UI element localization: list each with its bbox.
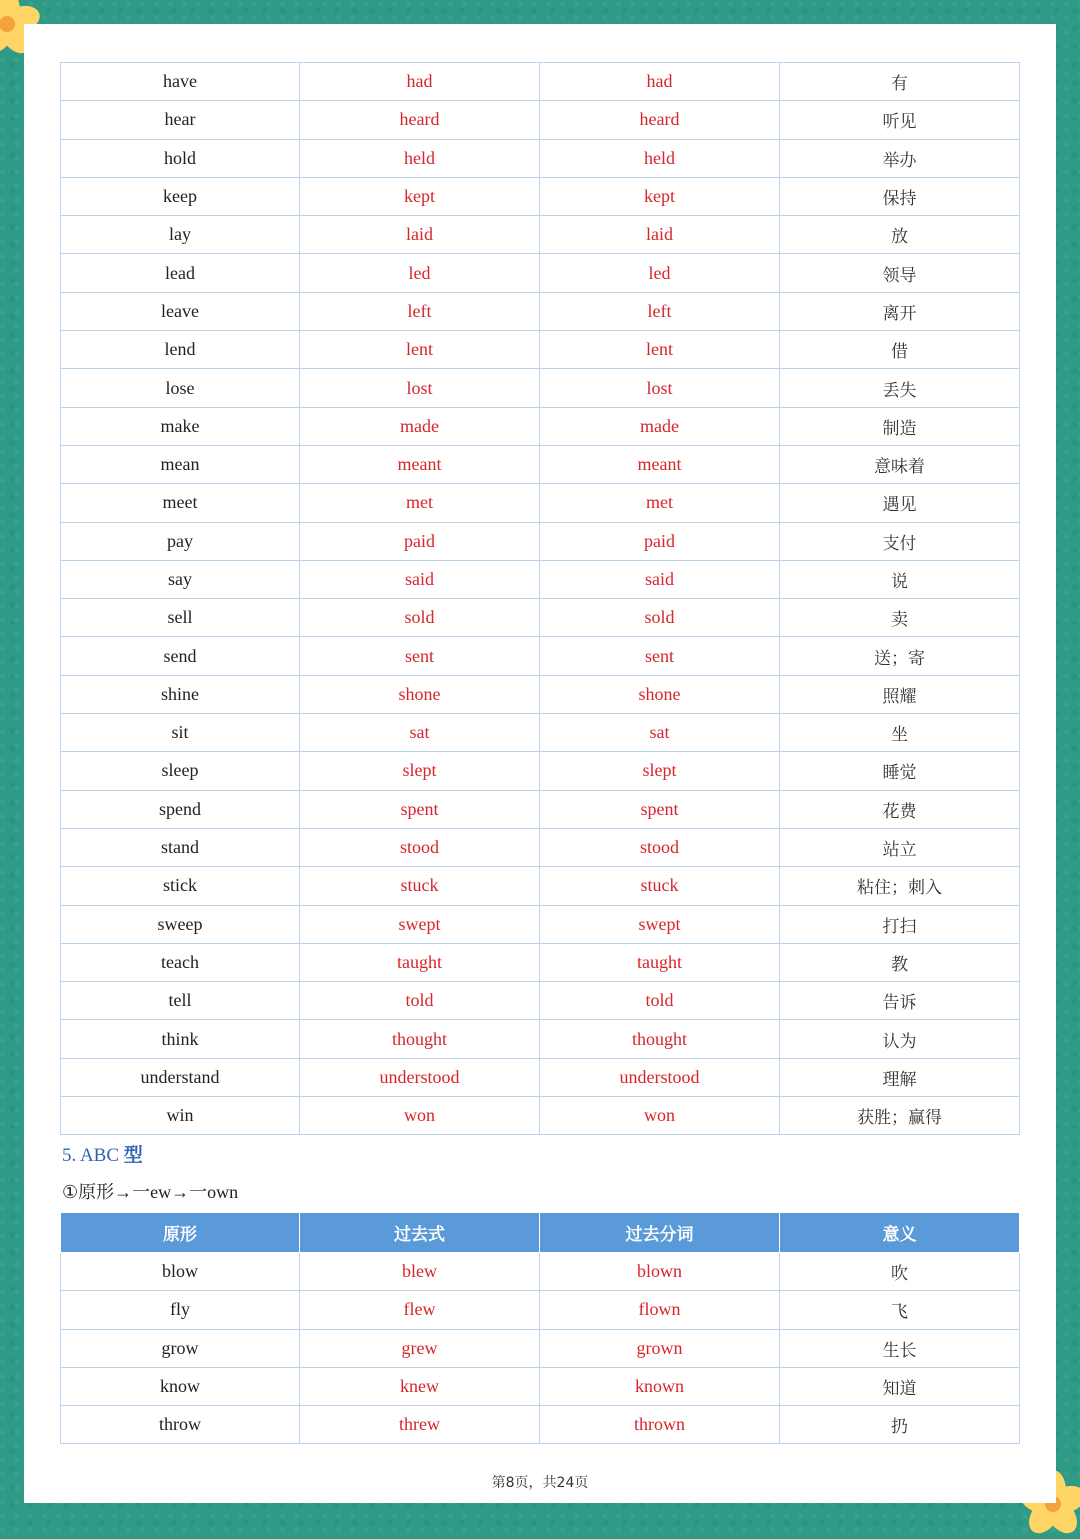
header-past-tense: 过去式	[300, 1213, 540, 1253]
table-row	[61, 445, 1020, 483]
meaning-cell: 知道	[780, 1367, 1020, 1405]
table-row	[61, 943, 1020, 981]
base-form-cell: meet	[61, 484, 300, 522]
table-row	[61, 637, 1020, 675]
base-form-cell: fly	[61, 1291, 300, 1329]
meaning-cell: 告诉	[780, 982, 1020, 1020]
past-participle-cell: stood	[540, 828, 780, 866]
past-tense-cell: paid	[300, 522, 540, 560]
base-form-cell: mean	[61, 445, 300, 483]
past-participle-cell: told	[540, 982, 780, 1020]
meaning-cell: 打扫	[780, 905, 1020, 943]
base-form-cell: keep	[61, 177, 300, 215]
table-row	[61, 867, 1020, 905]
base-form-cell: understand	[61, 1058, 300, 1096]
meaning-cell: 理解	[780, 1058, 1020, 1096]
meaning-cell: 离开	[780, 292, 1020, 330]
past-participle-cell: understood	[540, 1058, 780, 1096]
meaning-cell: 听见	[780, 101, 1020, 139]
past-participle-cell: shone	[540, 675, 780, 713]
base-form-cell: shine	[61, 675, 300, 713]
section-heading: 5. ABC 型	[62, 1144, 143, 1166]
past-tense-cell: lent	[300, 331, 540, 369]
table-row	[61, 1058, 1020, 1096]
past-tense-cell: swept	[300, 905, 540, 943]
table-row	[61, 177, 1020, 215]
base-form-cell: sweep	[61, 905, 300, 943]
meaning-cell: 教	[780, 943, 1020, 981]
past-participle-cell: thought	[540, 1020, 780, 1058]
meaning-cell: 丢失	[780, 369, 1020, 407]
past-participle-cell: won	[540, 1097, 780, 1135]
past-tense-cell: sold	[300, 599, 540, 637]
past-tense-cell: sat	[300, 714, 540, 752]
meaning-cell: 飞	[780, 1291, 1020, 1329]
past-tense-cell: heard	[300, 101, 540, 139]
table-row	[61, 1329, 1020, 1367]
subsection-heading: ①原形→一ew→一own	[62, 1182, 239, 1203]
past-tense-cell: spent	[300, 790, 540, 828]
meaning-cell: 有	[780, 63, 1020, 101]
page-footer: 第8页，共24页	[491, 1475, 589, 1491]
table-row	[61, 790, 1020, 828]
base-form-cell: lead	[61, 254, 300, 292]
table-row	[61, 254, 1020, 292]
irregular-verbs-table-abb	[60, 62, 1020, 1135]
past-participle-cell: blown	[540, 1253, 780, 1291]
past-participle-cell: led	[540, 254, 780, 292]
table-row	[61, 216, 1020, 254]
past-tense-cell: taught	[300, 943, 540, 981]
base-form-cell: sell	[61, 599, 300, 637]
meaning-cell: 意味着	[780, 445, 1020, 483]
past-tense-cell: kept	[300, 177, 540, 215]
table-row	[61, 1097, 1020, 1135]
base-form-cell: sit	[61, 714, 300, 752]
base-form-cell: make	[61, 407, 300, 445]
past-tense-cell: shone	[300, 675, 540, 713]
table-row	[61, 407, 1020, 445]
table-row	[61, 484, 1020, 522]
table-row	[61, 292, 1020, 330]
past-participle-cell: grown	[540, 1329, 780, 1367]
meaning-cell: 举办	[780, 139, 1020, 177]
irregular-verbs-table-abc	[60, 1212, 1020, 1444]
table-row	[61, 1406, 1020, 1444]
past-tense-cell: said	[300, 560, 540, 598]
base-form-cell: throw	[61, 1406, 300, 1444]
past-tense-cell: met	[300, 484, 540, 522]
past-participle-cell: sat	[540, 714, 780, 752]
past-participle-cell: had	[540, 63, 780, 101]
table-row	[61, 982, 1020, 1020]
base-form-cell: blow	[61, 1253, 300, 1291]
base-form-cell: stand	[61, 828, 300, 866]
base-form-cell: grow	[61, 1329, 300, 1367]
table-row	[61, 560, 1020, 598]
past-participle-cell: slept	[540, 752, 780, 790]
base-form-cell: stick	[61, 867, 300, 905]
past-tense-cell: had	[300, 63, 540, 101]
past-tense-cell: made	[300, 407, 540, 445]
table-row	[61, 1020, 1020, 1058]
past-tense-cell: led	[300, 254, 540, 292]
base-form-cell: have	[61, 63, 300, 101]
meaning-cell: 放	[780, 216, 1020, 254]
base-form-cell: sleep	[61, 752, 300, 790]
meaning-cell: 说	[780, 560, 1020, 598]
past-tense-cell: sent	[300, 637, 540, 675]
meaning-cell: 扔	[780, 1406, 1020, 1444]
base-form-cell: lend	[61, 331, 300, 369]
past-participle-cell: flown	[540, 1291, 780, 1329]
meaning-cell: 卖	[780, 599, 1020, 637]
past-participle-cell: swept	[540, 905, 780, 943]
past-participle-cell: known	[540, 1367, 780, 1405]
past-participle-cell: made	[540, 407, 780, 445]
base-form-cell: pay	[61, 522, 300, 560]
past-tense-cell: flew	[300, 1291, 540, 1329]
base-form-cell: hear	[61, 101, 300, 139]
meaning-cell: 粘住；刺入	[780, 867, 1020, 905]
past-tense-cell: told	[300, 982, 540, 1020]
past-participle-cell: heard	[540, 101, 780, 139]
past-participle-cell: paid	[540, 522, 780, 560]
past-tense-cell: left	[300, 292, 540, 330]
table-row	[61, 101, 1020, 139]
past-participle-cell: sold	[540, 599, 780, 637]
meaning-cell: 送；寄	[780, 637, 1020, 675]
header-base-form: 原形	[61, 1213, 300, 1253]
past-tense-cell: won	[300, 1097, 540, 1135]
past-tense-cell: laid	[300, 216, 540, 254]
meaning-cell: 睡觉	[780, 752, 1020, 790]
header-meaning: 意义	[780, 1213, 1020, 1253]
past-tense-cell: slept	[300, 752, 540, 790]
past-participle-cell: spent	[540, 790, 780, 828]
table-row	[61, 369, 1020, 407]
table-row	[61, 63, 1020, 101]
base-form-cell: leave	[61, 292, 300, 330]
meaning-cell: 遇见	[780, 484, 1020, 522]
meaning-cell: 站立	[780, 828, 1020, 866]
base-form-cell: tell	[61, 982, 300, 1020]
past-tense-cell: held	[300, 139, 540, 177]
past-tense-cell: threw	[300, 1406, 540, 1444]
meaning-cell: 支付	[780, 522, 1020, 560]
table-row	[61, 905, 1020, 943]
meaning-cell: 领导	[780, 254, 1020, 292]
table-row	[61, 139, 1020, 177]
base-form-cell: send	[61, 637, 300, 675]
meaning-cell: 制造	[780, 407, 1020, 445]
table-row	[61, 599, 1020, 637]
base-form-cell: spend	[61, 790, 300, 828]
past-participle-cell: said	[540, 560, 780, 598]
table-row	[61, 675, 1020, 713]
past-tense-cell: grew	[300, 1329, 540, 1367]
base-form-cell: win	[61, 1097, 300, 1135]
base-form-cell: hold	[61, 139, 300, 177]
past-participle-cell: kept	[540, 177, 780, 215]
table-header-row	[61, 1213, 1020, 1253]
past-participle-cell: met	[540, 484, 780, 522]
table-row	[61, 752, 1020, 790]
meaning-cell: 坐	[780, 714, 1020, 752]
table-row	[61, 1253, 1020, 1291]
meaning-cell: 认为	[780, 1020, 1020, 1058]
base-form-cell: think	[61, 1020, 300, 1058]
table-row	[61, 1367, 1020, 1405]
past-participle-cell: lost	[540, 369, 780, 407]
past-tense-cell: stood	[300, 828, 540, 866]
document-page	[24, 24, 1056, 1503]
base-form-cell: say	[61, 560, 300, 598]
meaning-cell: 生长	[780, 1329, 1020, 1367]
table-row	[61, 828, 1020, 866]
meaning-cell: 花费	[780, 790, 1020, 828]
meaning-cell: 保持	[780, 177, 1020, 215]
base-form-cell: know	[61, 1367, 300, 1405]
past-participle-cell: lent	[540, 331, 780, 369]
past-participle-cell: taught	[540, 943, 780, 981]
past-participle-cell: laid	[540, 216, 780, 254]
past-tense-cell: stuck	[300, 867, 540, 905]
table-row	[61, 714, 1020, 752]
base-form-cell: lose	[61, 369, 300, 407]
past-participle-cell: sent	[540, 637, 780, 675]
base-form-cell: teach	[61, 943, 300, 981]
past-participle-cell: held	[540, 139, 780, 177]
table-row	[61, 1291, 1020, 1329]
base-form-cell: lay	[61, 216, 300, 254]
past-tense-cell: understood	[300, 1058, 540, 1096]
table-row	[61, 522, 1020, 560]
header-past-participle: 过去分词	[540, 1213, 780, 1253]
meaning-cell: 借	[780, 331, 1020, 369]
past-participle-cell: thrown	[540, 1406, 780, 1444]
past-participle-cell: stuck	[540, 867, 780, 905]
meaning-cell: 照耀	[780, 675, 1020, 713]
table-row	[61, 331, 1020, 369]
past-tense-cell: blew	[300, 1253, 540, 1291]
past-participle-cell: meant	[540, 445, 780, 483]
past-tense-cell: thought	[300, 1020, 540, 1058]
past-tense-cell: meant	[300, 445, 540, 483]
meaning-cell: 吹	[780, 1253, 1020, 1291]
past-participle-cell: left	[540, 292, 780, 330]
past-tense-cell: knew	[300, 1367, 540, 1405]
meaning-cell: 获胜；赢得	[780, 1097, 1020, 1135]
past-tense-cell: lost	[300, 369, 540, 407]
